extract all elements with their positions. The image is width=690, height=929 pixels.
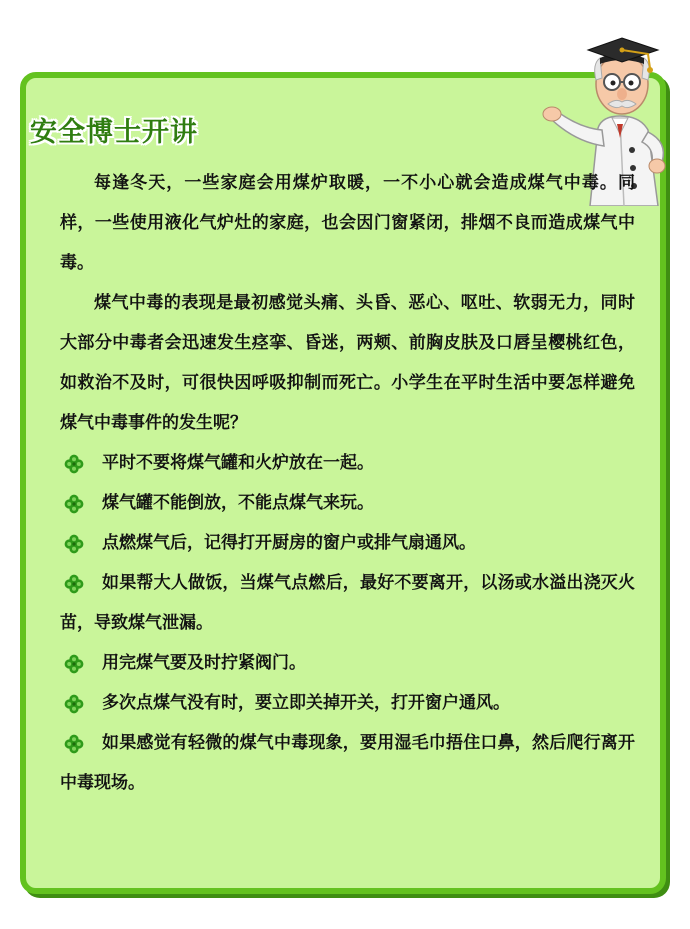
- tip-item: [60, 483, 635, 523]
- tip-text: 平时不要将煤气罐和火炉放在一起。: [102, 453, 374, 473]
- tip-item: [60, 643, 635, 683]
- four-leaf-clover-icon: [64, 534, 84, 554]
- tip-item: [60, 723, 635, 803]
- tip-text: 用完煤气要及时拧紧阀门。: [102, 653, 306, 673]
- tip-item: [60, 443, 635, 483]
- tip-item: [60, 683, 635, 723]
- four-leaf-clover-icon: [64, 454, 84, 474]
- four-leaf-clover-icon: [64, 574, 84, 594]
- intro-paragraph: 每逢冬天，一些家庭会用煤炉取暖，一不小心就会造成煤气中毒。同样，一些使用液化气炉灶的家庭，也会因门窗紧闭，排烟不良而造成煤气中毒。: [60, 173, 635, 273]
- four-leaf-clover-icon: [64, 694, 84, 714]
- four-leaf-clover-icon: [64, 734, 84, 754]
- tip-text: 如果帮大人做饭，当煤气点燃后，最好不要离开，以汤或水溢出浇灭火苗，导致煤气泄漏。: [60, 573, 635, 633]
- tip-text: 多次点煤气没有时，要立即关掉开关，打开窗户通风。: [102, 693, 510, 713]
- article-body: [60, 163, 635, 803]
- tip-text: 如果感觉有轻微的煤气中毒现象，要用湿毛巾捂住口鼻，然后爬行离开中毒现场。: [60, 733, 635, 793]
- four-leaf-clover-icon: [64, 654, 84, 674]
- tip-text: 煤气罐不能倒放，不能点煤气来玩。: [102, 493, 374, 513]
- page-title: 安全博士开讲: [30, 117, 198, 148]
- tip-item: [60, 523, 635, 563]
- tip-item: [60, 563, 635, 643]
- tip-text: 点燃煤气后，记得打开厨房的窗户或排气扇通风。: [102, 533, 476, 553]
- symptoms-paragraph: 煤气中毒的表现是最初感觉头痛、头昏、恶心、呕吐、软弱无力，同时大部分中毒者会迅速发生痉挛、昏迷，两颊、前胸皮肤及口唇呈樱桃红色，如救治不及时，可很快因呼吸抑制而死亡。小学生在平时生活中要怎样避免煤气中毒事件的发生呢？: [60, 293, 635, 433]
- four-leaf-clover-icon: [64, 494, 84, 514]
